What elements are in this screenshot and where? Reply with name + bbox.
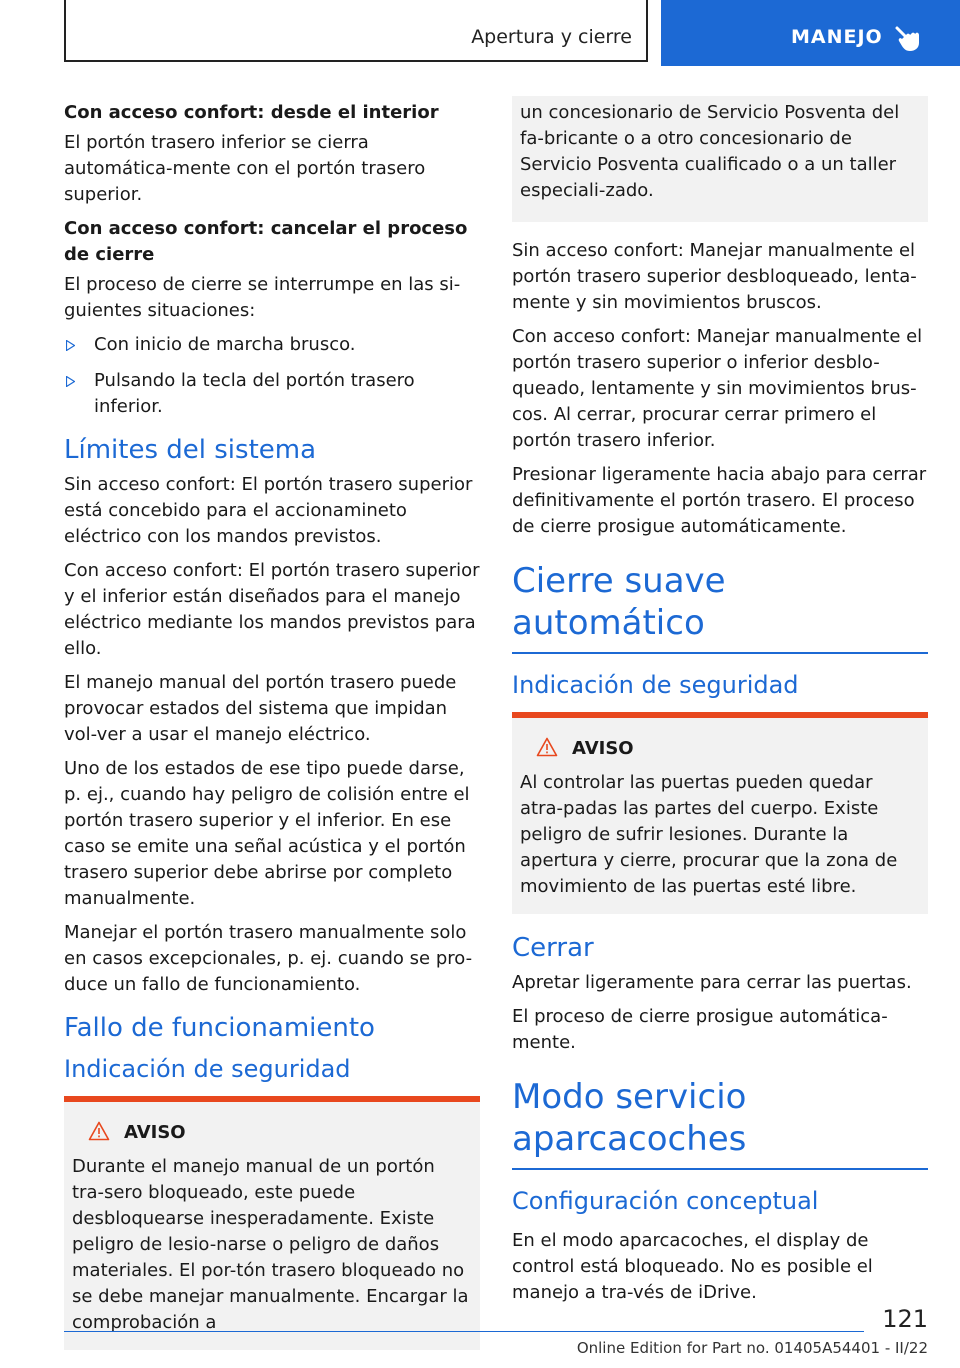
warning-header — [72, 1120, 472, 1146]
list-item — [64, 368, 480, 420]
triangle-bullet-icon — [66, 376, 75, 387]
warning-text: Al controlar las puertas pueden quedar atra-padas las partes del cuerpo. Existe peligro de sufrir lesiones. Durante la apertura y cierre, procurar que la zona de movimiento de las puertas esté libre. — [520, 772, 898, 897]
page-number: 121 — [882, 1305, 928, 1333]
heading-configuracion-conceptual: Configuración conceptual — [512, 1187, 819, 1215]
heading-cerrar: Cerrar — [512, 933, 594, 963]
paragraph: Manejar el portón trasero manualmente solo en casos excepcionales, p. ej. cuando se pro-duce un fallo de funcionamiento. — [64, 922, 473, 995]
subheading-desde-interior: Con acceso confort: desde el interior — [64, 102, 439, 123]
subheading-cancelar-cierre: Con acceso confort: cancelar el proceso de cierre — [64, 218, 468, 265]
warning-triangle-icon — [88, 1121, 110, 1141]
triangle-bullet-icon — [66, 340, 75, 351]
heading-cierre-suave: Cierre suave automático — [512, 560, 928, 654]
paragraph: Presionar ligeramente hacia abajo para cerrar definitivamente el portón trasero. El proceso de cierre prosigue automáticamente. — [512, 464, 927, 537]
edition-text: Online Edition for Part no. 01405A54401 - II/22 — [576, 1339, 928, 1357]
chapter-label: MANEJO — [791, 26, 883, 48]
warning-header — [520, 736, 920, 762]
warning-title: AVISO — [124, 1122, 186, 1143]
paragraph: El proceso de cierre prosigue automática-mente. — [512, 1006, 888, 1053]
paragraph: El manejo manual del portón trasero puede provocar estados del sistema que impidan vol-ver a usar el manejo eléctrico. — [64, 672, 457, 745]
left-column — [64, 96, 480, 1368]
warning-text-continued: un concesionario de Servicio Posventa del fa-bricante o a otro concesionario de Servicio Posventa cualificado o a un taller especiali-zado. — [520, 102, 900, 201]
list-item — [64, 332, 480, 358]
page-footer — [64, 1305, 928, 1362]
heading-modo-aparcacoches: Modo servicio aparcacoches — [512, 1076, 928, 1170]
section-header-box — [64, 0, 648, 62]
footer-divider — [64, 1331, 864, 1332]
paragraph: Con acceso confort: Manejar manualmente el portón trasero superior o inferior desblo-queado, lentamente y sin movimientos brus-cos. Al cerrar, procurar cerrar primero el portón trasero inferior. — [512, 326, 923, 451]
warning-text: Durante el manejo manual de un portón tra-sero bloqueado, este puede desbloquearse inesperadamente. Existe peligro de lesio-narse o peligro de daños materiales. El por-tón trasero bloqueado no se debe manejar manualmente. Encargar la comprobación a — [72, 1156, 469, 1333]
heading-fallo-funcionamiento: Fallo de funcionamiento — [64, 1013, 375, 1043]
paragraph: Sin acceso confort: Manejar manualmente el portón trasero superior desbloqueado, lenta-mente y sin movimientos bruscos. — [512, 240, 917, 313]
warning-title: AVISO — [572, 738, 634, 759]
paragraph: Apretar ligeramente para cerrar las puertas. — [512, 972, 912, 993]
paragraph: El proceso de cierre se interrumpe en las si-guientes situaciones: — [64, 274, 461, 321]
paragraph: En el modo aparcacoches, el display de control está bloqueado. No es posible el manejo a tra-vés de iDrive. — [512, 1230, 873, 1303]
heading-indicacion-seguridad: Indicación de seguridad — [512, 671, 799, 699]
right-column — [512, 96, 928, 1314]
warning-triangle-icon — [536, 737, 558, 757]
section-title: Apertura y cierre — [471, 26, 632, 48]
list-item-text: Pulsando la tecla del portón trasero inferior. — [94, 370, 415, 417]
chapter-tab[interactable] — [661, 0, 960, 66]
warning-box-continued — [512, 96, 928, 222]
warning-box — [512, 712, 928, 914]
page-header — [0, 0, 960, 66]
hand-pointing-icon — [893, 24, 923, 54]
paragraph: Uno de los estados de ese tipo puede darse, p. ej., cuando hay peligro de colisión entre el portón trasero superior y el inferior. En ese caso se emite una señal acústica y el portón trasero superior debe abrirse por completo manualmente. — [64, 758, 470, 909]
paragraph: Con acceso confort: El portón trasero superior y el inferior están diseñados para el manejo eléctrico mediante los mandos previstos para ello. — [64, 560, 480, 659]
heading-indicacion-seguridad: Indicación de seguridad — [64, 1055, 351, 1083]
paragraph: Sin acceso confort: El portón trasero superior está concebido para el accionamineto eléctrico con los mandos previstos. — [64, 474, 473, 547]
list-item-text: Con inicio de marcha brusco. — [94, 334, 356, 355]
paragraph: El portón trasero inferior se cierra automática-mente con el portón trasero superior. — [64, 132, 426, 205]
bullet-list — [64, 332, 480, 420]
heading-limites-sistema: Límites del sistema — [64, 435, 317, 465]
